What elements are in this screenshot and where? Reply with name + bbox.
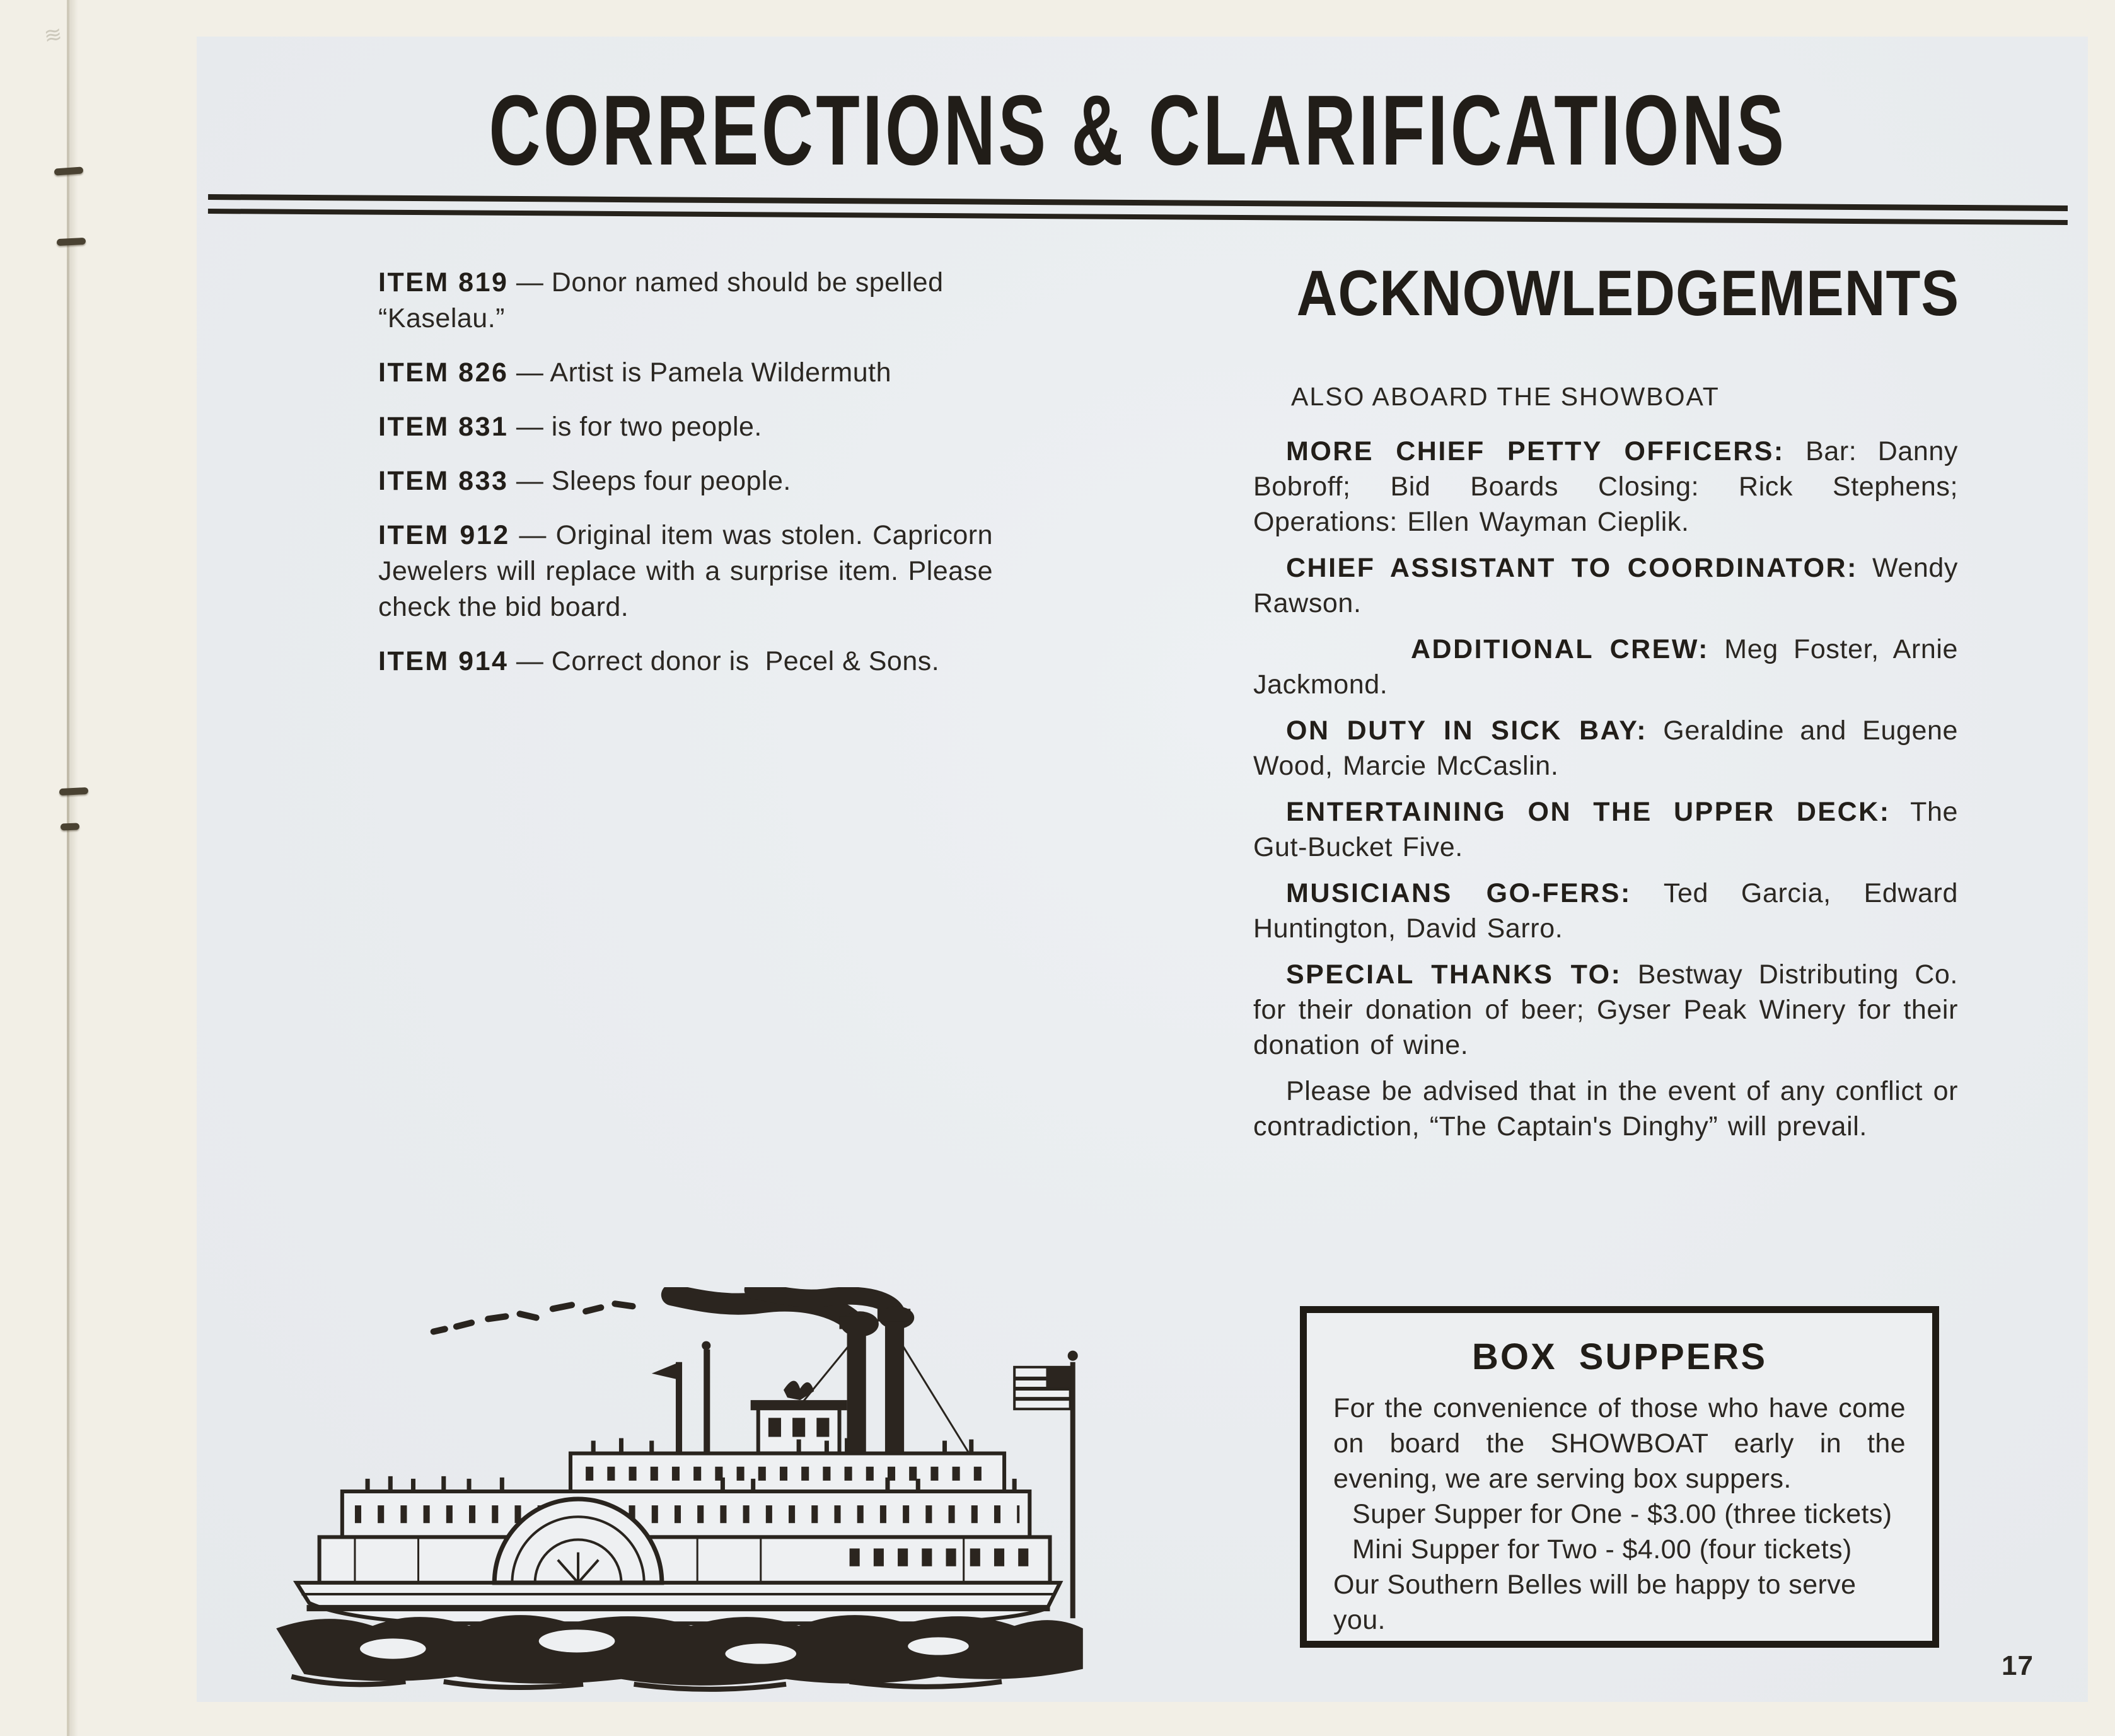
- acknowledgement-entry: [1253, 957, 1958, 1063]
- correction-item-label: ITEM 833: [378, 466, 509, 496]
- acknowledgement-entry: [1253, 713, 1958, 784]
- correction-item-text: — Donor named should be spelled “Kaselau.”: [378, 267, 944, 333]
- acknowledgement-entry-label: ON DUTY IN SICK BAY:: [1286, 715, 1648, 746]
- correction-item-label: ITEM 831: [378, 412, 509, 442]
- conflict-note: Please be advised that in the event of any conflict or contradiction, “The Captain's Dinghy” will prevail.: [1253, 1076, 1958, 1142]
- correction-item: [378, 463, 993, 499]
- correction-item-text: — Correct donor is Pecel & Sons.: [516, 646, 940, 676]
- correction-item: [378, 518, 993, 625]
- correction-item-label: ITEM 914: [378, 646, 509, 676]
- acknowledgement-entry-text: Ted Garcia, Edward Huntington, David Sarro.: [1253, 878, 1958, 944]
- acknowledgement-entry: [1253, 434, 1958, 540]
- staple-mark: [54, 166, 84, 175]
- correction-item-text: — is for two people.: [516, 412, 762, 442]
- binding-fold-shadow: [69, 0, 78, 1736]
- staple-mark: [59, 787, 89, 796]
- acknowledgements-subheading: ALSO ABOARD THE SHOWBOAT: [1291, 382, 1720, 411]
- acknowledgement-entry-text: Bar: Danny Bobroff; Bid Boards Closing: Rick Stephens; Operations: Ellen Wayman Cieplik.: [1253, 436, 1958, 537]
- acknowledgements-heading: ACKNOWLEDGEMENTS: [1296, 257, 1959, 329]
- acknowledgement-entry: [1253, 632, 1958, 702]
- corrections-section: [378, 265, 993, 698]
- acknowledgement-entry-label: CHIEF ASSISTANT TO COORDINATOR:: [1286, 553, 1858, 583]
- acknowledgement-entry-label: MORE CHIEF PETTY OFFICERS:: [1286, 436, 1785, 466]
- box-suppers-option: Super Supper for One - $3.00 (three tickets): [1352, 1499, 1892, 1529]
- correction-item: [378, 265, 993, 337]
- acknowledgement-entry-text: Wendy Rawson.: [1253, 553, 1958, 618]
- acknowledgement-entry-text: Meg Foster, Arnie Jackmond.: [1253, 634, 1958, 700]
- page-title: CORRECTIONS & CLARIFICATIONS: [489, 75, 1787, 186]
- acknowledgement-entry-text: Bestway Distributing Co. for their donation of beer; Gyser Peak Winery for their donation of wine.: [1253, 959, 1958, 1060]
- correction-item-text: — Sleeps four people.: [516, 466, 791, 496]
- box-suppers-panel: [1300, 1306, 1939, 1648]
- scan-smudge: ≋: [42, 22, 63, 49]
- acknowledgements-section: [1253, 434, 1958, 1155]
- acknowledgement-entry-label: ADDITIONAL CREW:: [1411, 634, 1709, 664]
- correction-item-text: — Original item was stolen. Capricorn Jewelers will replace with a surprise item. Please check the bid board.: [378, 520, 994, 622]
- acknowledgement-entry: [1253, 794, 1958, 865]
- box-suppers-option: Mini Supper for Two - $4.00 (four tickets): [1352, 1534, 1852, 1565]
- correction-item-label: ITEM 826: [378, 357, 509, 388]
- acknowledgement-entry-text: Geraldine and Eugene Wood, Marcie McCaslin.: [1253, 715, 1959, 781]
- correction-item-text: — Artist is Pamela Wildermuth: [516, 357, 892, 388]
- box-suppers-intro: For the convenience of those who have come on board the SHOWBOAT early in the evening, we are serving box suppers.: [1333, 1393, 1906, 1494]
- acknowledgement-entry-label: SPECIAL THANKS TO:: [1286, 959, 1622, 990]
- correction-item: [378, 409, 993, 445]
- acknowledgement-entry-label: ENTERTAINING ON THE UPPER DECK:: [1286, 797, 1891, 827]
- box-suppers-outro: Our Southern Belles will be happy to serve you.: [1333, 1570, 1857, 1635]
- acknowledgements-heading-block: [1251, 257, 1959, 329]
- acknowledgement-entry: [1253, 876, 1958, 946]
- title-block: [208, 75, 2068, 186]
- acknowledgement-entry: [1253, 550, 1958, 621]
- correction-item-label: ITEM 912: [378, 520, 510, 550]
- staple-mark: [61, 823, 79, 830]
- acknowledgement-entry-label: MUSICIANS GO-FERS:: [1286, 878, 1631, 908]
- box-suppers-heading: BOX SUPPERS: [1472, 1336, 1767, 1377]
- acknowledgement-entry-text: The Gut-Bucket Five.: [1253, 797, 1958, 862]
- page-number: 17: [2002, 1650, 2034, 1681]
- correction-item-label: ITEM 819: [378, 267, 509, 298]
- staple-mark: [57, 238, 86, 246]
- steamboat-illustration: [253, 1287, 1103, 1696]
- correction-item: [378, 644, 993, 680]
- correction-item: [378, 355, 993, 391]
